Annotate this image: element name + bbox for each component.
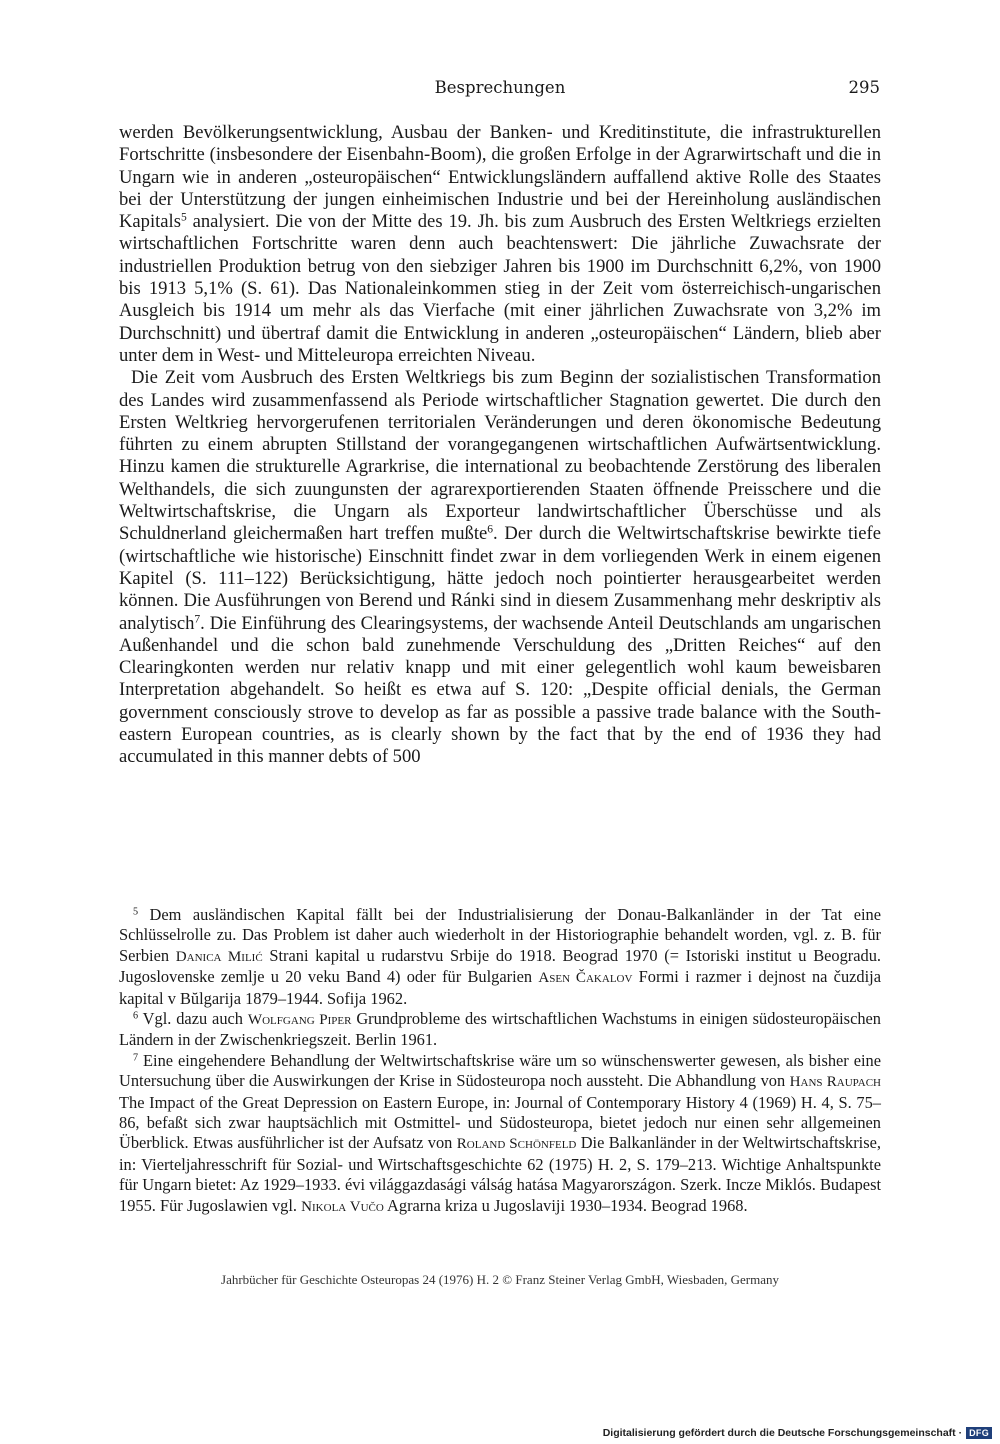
- footnote-ref-6[interactable]: 6: [487, 524, 494, 537]
- author-name: Asen Čakalov: [538, 970, 633, 987]
- paragraph-2: [119, 367, 881, 768]
- page-number: 295: [848, 78, 880, 97]
- footnote-5: [119, 905, 881, 1009]
- footnotes: [119, 905, 881, 1217]
- paragraph-1-text: werden Bevölkerungsentwicklung, Ausbau der Banken- und Kreditinstitute, die infrastrukturellen Fortschritte (insbesondere der Eisenbahn-Boom), die großen Erfolge in der Agrarwirtschaft und die in Ungarn wie in anderen „osteuropäischen“ Entwicklungsländern auffallend aktive Rolle des Staates bei der Unterstützung der jungen einheimischen Industrie und bei der Hereinholung ausländischen Kapitals: [119, 122, 881, 233]
- paragraph-1-text-cont: analysiert. Die von der Mitte des 19. Jh. bis zum Ausbruch des Ersten Weltkriegs erzielten wirtschaftlichen Fortschritte waren denn auch beachtenswert: Die jährliche Zuwachsrate der industriellen Produktion betrug von den siebziger Jahren bis 1900 im Durchschnitt 6,2%, von 1900 bis 1913 5,1% (S. 61). Das Nationaleinkommen stieg in der Zeit vom österreichisch-ungarischen Ausgleich bis 1914 um mehr als das Vierfache (mit einer jährlichen Zuwachsrate von 3,2% im Durchschnitt) und übertraf damit die Entwicklung in anderen „osteuropäischen“ Ländern, blieb aber unter dem in West- und Mitteleuropa erreichten Niveau.: [119, 211, 881, 366]
- footnote-text: Formi i razmer i dejnost na čuzdija kapital v Bŭlgarija 1879–1944. Sofija 1962.: [119, 967, 881, 1008]
- author-name: Wolfgang Piper: [247, 1012, 352, 1029]
- footnote-number: 5: [133, 906, 139, 918]
- paragraph-2-text-cont: . Die Einführung des Clearingsystems, der wachsende Anteil Deutschlands am ungarischen Außenhandel und die schon bald zunehmende Verschuldung des „Dritten Reiches“ auf den Clearingkonten werden nur relativ knapp und mit einer gelegentlich wohl kaum beweisbaren Interpretation abgehandelt. So heißt es etwa auf S. 120: „Despite official denials, the German government consciously strove to develop as far as possible a passive trade balance with the South-eastern European countries, as is clearly shown by the fact that by the end of 1936 they had accumulated in this manner debts of 500: [119, 612, 881, 768]
- footnote-6: [119, 1009, 881, 1051]
- dfg-funding-note: [603, 1426, 992, 1440]
- footnote-text: Agrarna kriza u Jugoslaviji 1930–1934. Beograd 1968.: [383, 1195, 748, 1215]
- copyright-credit: Jahrbücher für Geschichte Osteuropas 24 (1976) H. 2 © Franz Steiner Verlag GmbH, Wiesbaden, Germany: [221, 1272, 779, 1287]
- footnote-text: The Impact of the Great Depression on Eastern Europe, in: Journal of Contemporary History 4 (1969) H. 4, S. 75–86, befaßt sich zwar hauptsächlich mit Ostmittel- und Südosteuropa, bietet jedoch nur einen sehr allgemeinen Überblick. Etwas ausführlicher ist der Aufsatz von: [119, 1092, 881, 1153]
- footnote-text: Strani kapital u rudarstvu Srbije do 1918. Beograd 1970 (= Istoriski institut u Beogradu. Jugoslovenske zemlje u 20 veku Band 4) oder für Bulgarien: [119, 945, 882, 987]
- footnote-ref-7[interactable]: 7: [194, 613, 201, 626]
- footnote-text: Grundprobleme des wirtschaftlichen Wachstums in einigen südosteuropäischen Ländern in der Zwischenkriegszeit. Berlin 1961.: [119, 1009, 882, 1050]
- author-name: Danica Milić: [175, 948, 263, 965]
- dfg-logo: DFG: [966, 1427, 992, 1439]
- paragraph-1: [119, 122, 881, 367]
- paragraph-2-text-mid: . Der durch die Weltwirtschaftskrise bewirkte tiefe (wirtschaftliche wie historische) Einschnitt findet zwar in dem vorliegenden Werk in einem eigenen Kapitel (S. 111–122) Berücksichtigung, hätte jedoch noch pointierter herausgearbeitet werden können. Die Ausführungen von Berend und Ránki sind in diesem Zusammenhang mehr deskriptiv als analytisch: [119, 523, 881, 634]
- author-name: Hans Raupach: [789, 1074, 881, 1091]
- author-name: Nikola Vučo: [301, 1198, 384, 1215]
- author-name: Roland Schönfeld: [456, 1136, 577, 1153]
- footnote-text: Dem ausländischen Kapital fällt bei der Industrialisierung der Donau-Balkanländer in der Tat eine Schlüsselrolle zu. Das Problem ist daher auch wiederholt in der Historiographie behandelt worden, vgl. z. B. für Serbien: [119, 905, 881, 965]
- footnote-7: [119, 1051, 881, 1217]
- footnote-number: 7: [133, 1052, 139, 1064]
- footnote-ref-5[interactable]: 5: [180, 211, 187, 224]
- running-title: Besprechungen: [434, 78, 566, 97]
- footnote-number: 6: [133, 1010, 139, 1022]
- running-header: [120, 78, 880, 102]
- dfg-text: Digitalisierung gefördert durch die Deutsche Forschungsgemeinschaft ·: [602, 1427, 963, 1439]
- main-text: [119, 122, 881, 769]
- paragraph-2-text: Die Zeit vom Ausbruch des Ersten Weltkriegs bis zum Beginn der sozialistischen Transformation des Landes wird zusammenfassend als Periode wirtschaftlicher Stagnation gewertet. Die durch den Ersten Weltkrieg hervorgerufenen territorialen Veränderungen und deren ökonomische Bedeutung führten zu einem abrupten Stillstand der vorangegangenen wirtschaftlichen Aufwärtsentwicklung. Hinzu kamen die strukturelle Agrarkrise, die international zu beobachtende Zerstörung des liberalen Welthandels, die sich zuungunsten der agrarexportierenden Staaten öffnende Preisschere und die Weltwirtschaftskrise, die Ungarn als Exporteur landwirtschaftlicher Überschüsse und als Schuldnerland gleichermaßen hart treffen mußte: [119, 367, 881, 545]
- footnote-text: Die Balkanländer in der Weltwirtschaftskrise, in: Vierteljahresschrift für Sozial- und Wirtschaftsgeschichte 62 (1975) H. 2, S. 179–213. Wichtige Anhaltspunkte für Ungarn bietet: Az 1929–1933. évi világgazdasági válság hatása Magyarországon. Szerk. Incze Miklós. Budapest 1955. Für Jugoslawien vgl.: [119, 1133, 881, 1215]
- footnote-text: Vgl. dazu auch: [142, 1009, 248, 1029]
- footnote-text: Eine eingehendere Behandlung der Weltwirtschaftskrise wäre um so wünschenswerter gewesen, als bisher eine Untersuchung über die Auswirkungen der Krise in Südosteuropa noch aussteht. Die Abhandlung von: [119, 1050, 881, 1091]
